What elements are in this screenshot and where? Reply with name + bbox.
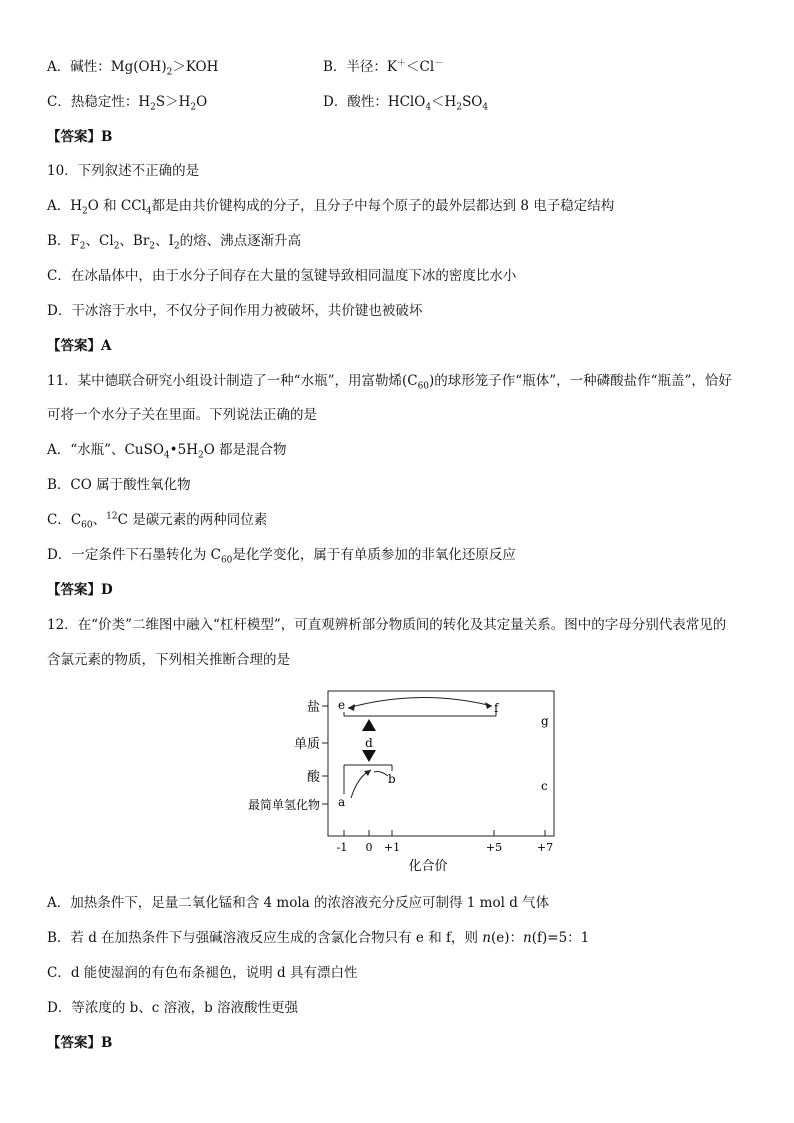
q12-option-c: C．d 能使湿润的有色布条褪色，说明 d 具有漂白性	[47, 965, 358, 981]
point-d: d	[365, 736, 373, 750]
fulcrum-down-triangle	[362, 750, 376, 762]
point-e: e	[338, 698, 346, 712]
q12-option-a: A．加热条件下，足量二氧化锰和含 4 mola 的浓溶液充分反应可制得 1 mol d 气体	[47, 895, 550, 911]
q10-option-b: B．$F_2$、$Cl_2$、$Br_2$、$I_2$的熔、沸点逐渐升高	[47, 233, 302, 252]
point-f: f	[494, 701, 499, 715]
x-axis-title: 化合价	[408, 859, 448, 874]
q10-answer: 【答案】A	[47, 338, 112, 354]
q9-option-c: C．热稳定性：$H_2S>H_2O$	[47, 94, 208, 113]
y-label-acid: 酸	[306, 770, 320, 785]
fulcrum-up-triangle	[362, 719, 376, 731]
x-label-pos1: +1	[383, 841, 401, 854]
q12-stem: 12．在“价类”二维图中融入“杠杆模型”，可直观辨析部分物质间的转化及其定量关系。图中的字母分别代表常见的	[47, 617, 727, 633]
q10-option-d: D．干冰溶于水中，不仅分子间作用力被破坏，共价键也被破坏	[47, 303, 423, 319]
q11-option-a: A．“水瓶”、$CuSO_4•5H_2O$ 都是混合物	[47, 442, 287, 461]
arc-e-f	[348, 697, 492, 708]
point-g: g	[541, 714, 549, 728]
point-c: c	[541, 779, 548, 793]
q11-stem-cont: 可将一个水分子关在里面。下列说法正确的是	[47, 407, 317, 423]
q12-answer: 【答案】B	[47, 1035, 113, 1051]
y-label-element: 单质	[293, 737, 320, 752]
diagram-frame	[328, 691, 554, 836]
q11-stem: 11．某中德联合研究小组设计制造了一种“水瓶”，用富勒烯$(C_{60})$的球形笼子作“瓶体”，一种磷酸盐作“瓶盖”，恰好	[47, 373, 732, 392]
q10-stem: 10．下列叙述不正确的是	[47, 163, 200, 179]
arrow-a-to-d	[364, 770, 371, 776]
point-a: a	[338, 795, 346, 809]
arrow-to-f	[485, 702, 492, 709]
x-label-pos5: +5	[485, 841, 503, 854]
x-label-0: 0	[365, 841, 373, 854]
q11-option-c: C．$C_{60}$、$^{12}$C 是碳元素的两种同位素	[47, 511, 268, 531]
arrow-to-e	[348, 704, 355, 711]
y-label-hydride: 最简单氢化物	[247, 798, 320, 812]
x-label-pos7: +7	[536, 841, 554, 854]
arc-b-d	[374, 772, 388, 777]
point-b: b	[388, 772, 396, 786]
q12-option-b: B．若 d 在加热条件下与强碱溶液反应生成的含氯化合物只有 e 和 f，则 n(e)：n(f)=5：1	[47, 930, 590, 946]
y-label-salt: 盐	[306, 700, 320, 715]
q11-option-d: D．一定条件下石墨转化为 $C_{60}$是化学变化，属于有单质参加的非氧化还原反应	[47, 547, 516, 566]
q12-option-d: D．等浓度的 b、c 溶液，b 溶液酸性更强	[47, 1000, 299, 1016]
q10-option-c: C．在冰晶体中，由于水分子间存在大量的氢键导致相同温度下冰的密度比水小	[47, 268, 517, 284]
q9-option-d: D．酸性：$HClO_4<H_2SO_4$	[323, 94, 489, 113]
valence-class-diagram	[230, 686, 570, 874]
q12-stem-cont: 含氯元素的物质，下列相关推断合理的是	[47, 652, 290, 668]
q9-answer: 【答案】B	[47, 129, 113, 145]
q9-option-b: B．半径：K＋＜Cl－	[323, 58, 444, 75]
q10-option-a: A．$H_2O$ 和 CCl$_4$都是由共价键构成的分子，且分子中每个原子的最外层都达到 8 电子稳定结构	[47, 198, 615, 217]
q9-option-a: A．碱性：$Mg(OH)_2>KOH$	[47, 59, 219, 78]
q11-option-b: B．CO 属于酸性氧化物	[47, 477, 191, 493]
q11-answer: 【答案】D	[47, 582, 113, 598]
x-label-neg1: -1	[336, 841, 348, 854]
